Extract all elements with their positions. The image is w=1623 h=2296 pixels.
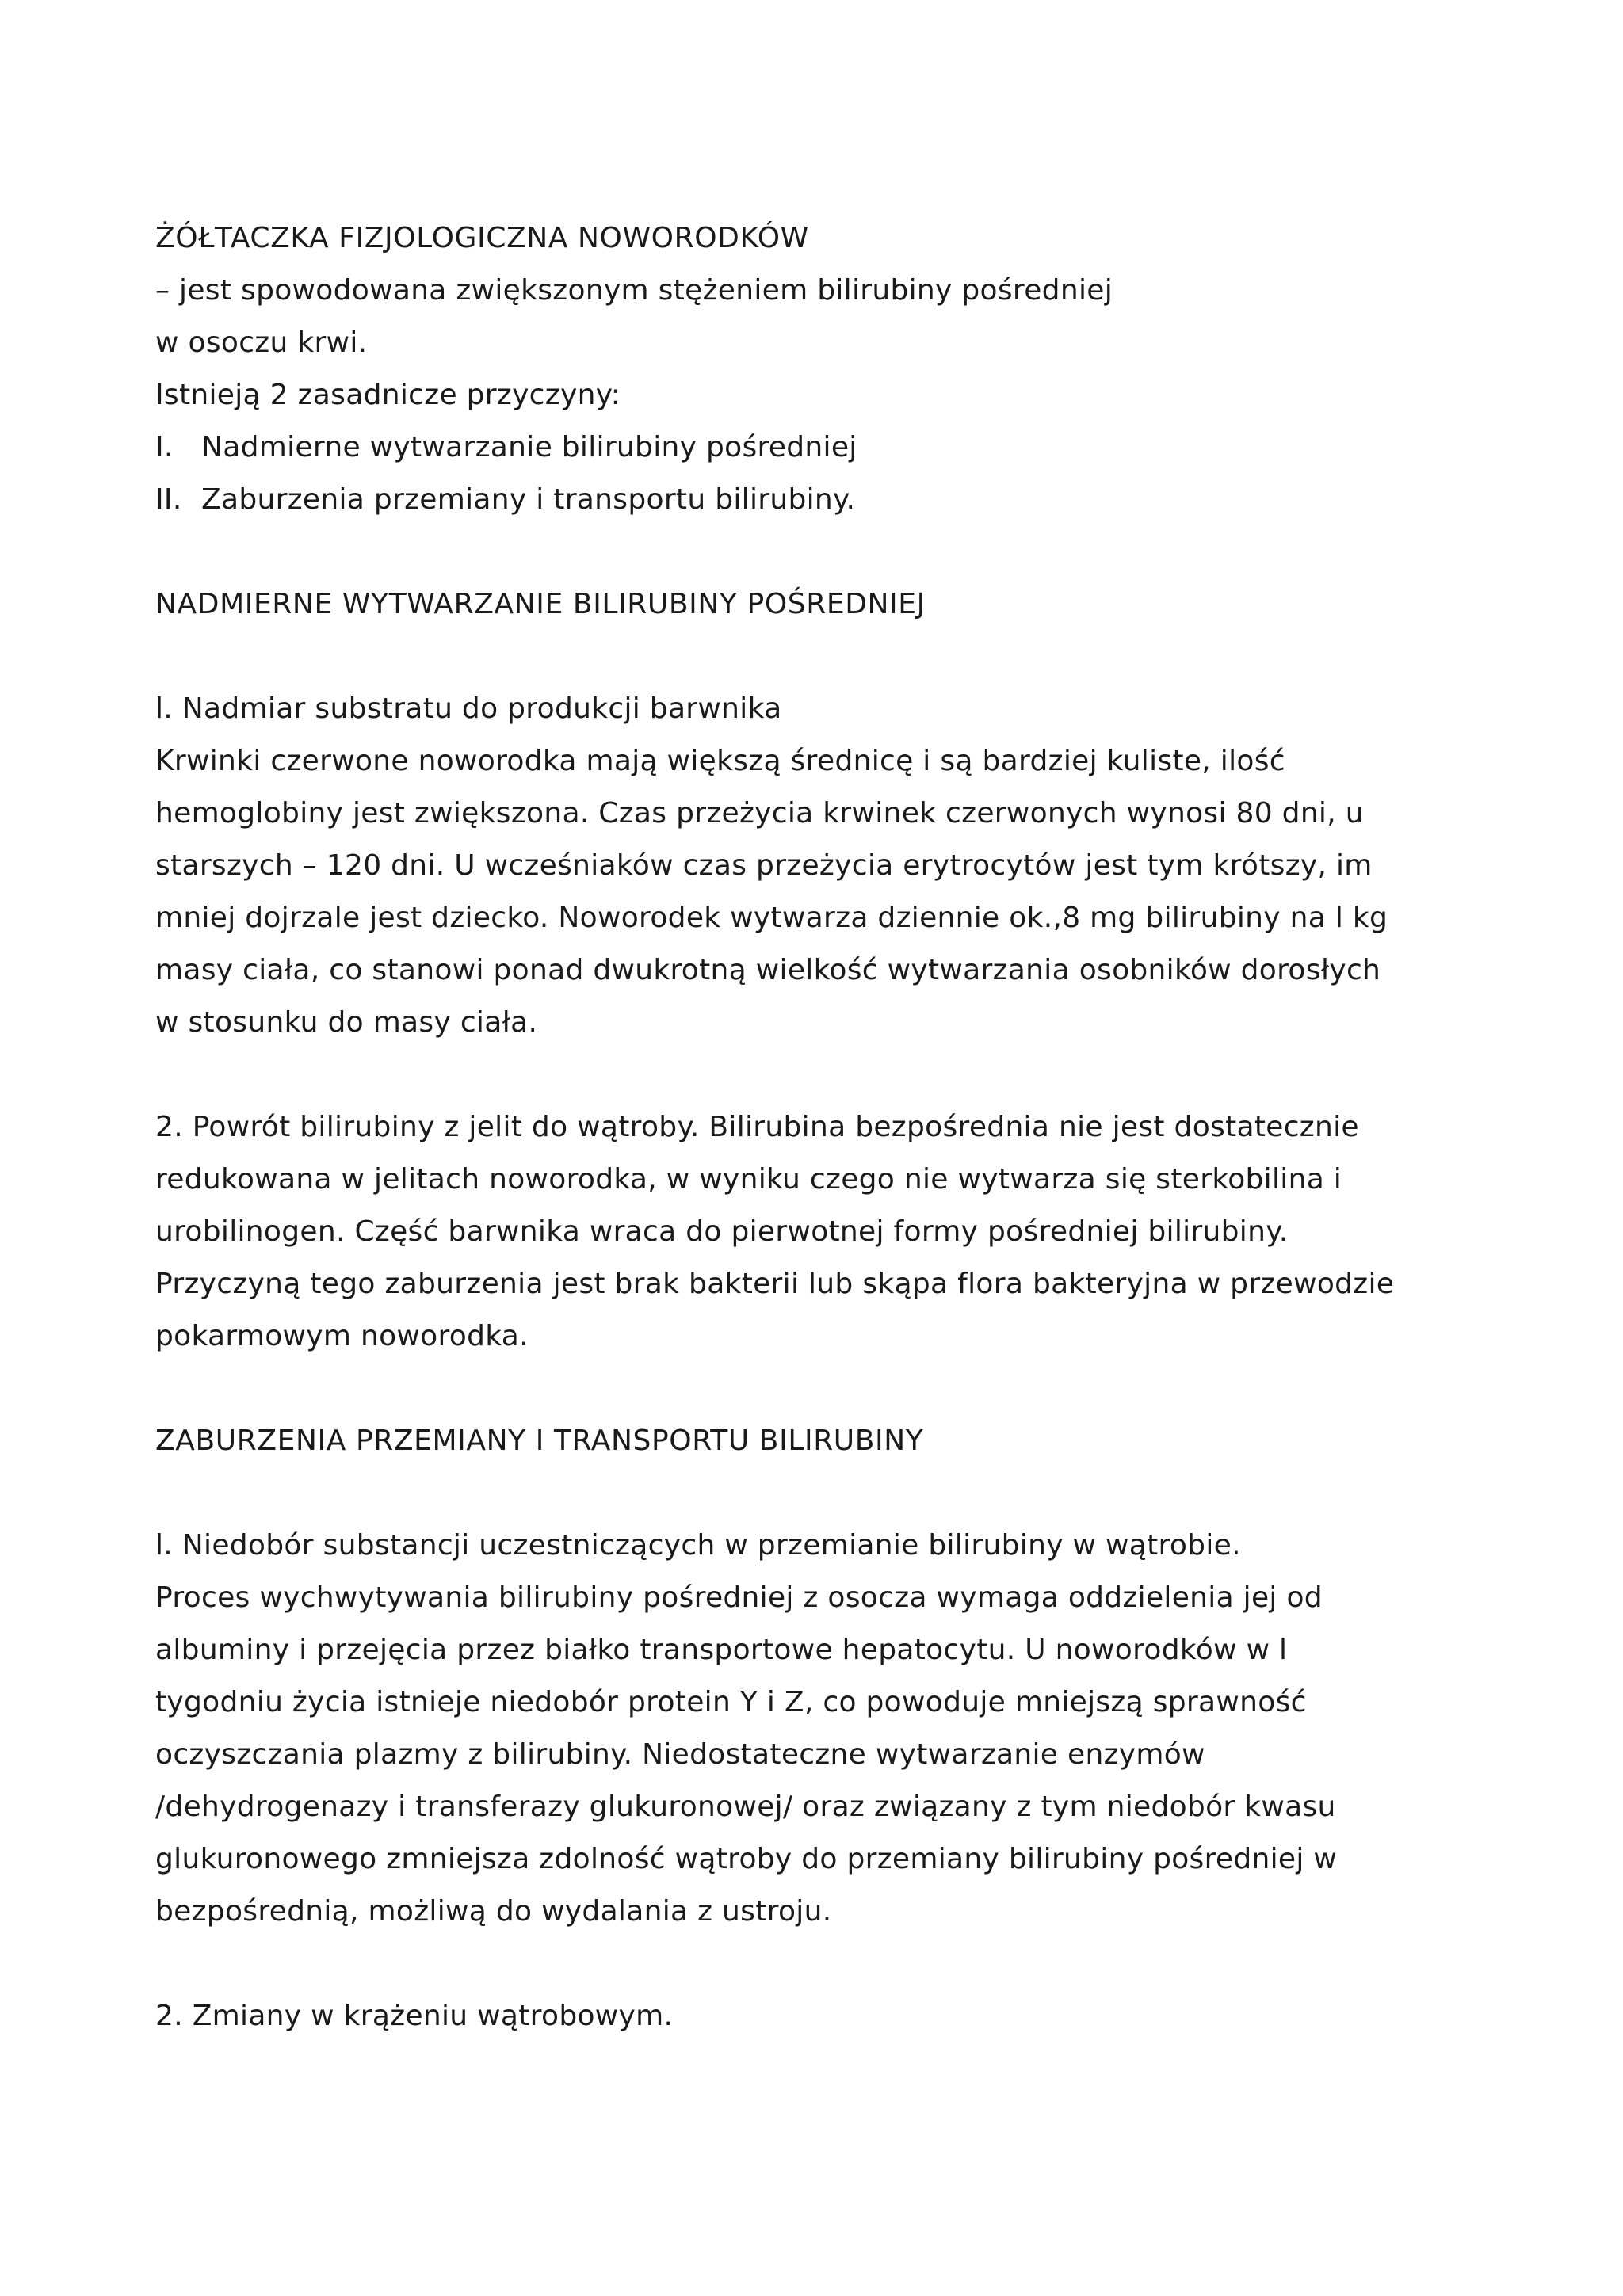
spacer (155, 1363, 1487, 1415)
section1-intro (155, 265, 1487, 421)
causes-list (155, 421, 1487, 526)
text-line: 2. Powrót bilirubiny z jelit do wątroby. Bilirubina bezpośrednia nie jest dostatecznie (155, 1111, 1359, 1143)
document-body (155, 212, 1487, 2042)
paragraph-substrate-excess (155, 683, 1487, 1049)
section-title-overproduction: NADMIERNE WYTWARZANIE BILIRUBINY POŚREDNIEJ (155, 588, 926, 620)
list-item (155, 421, 1487, 474)
text-line: 2. Zmiany w krążeniu wątrobowym. (155, 2000, 674, 2032)
section-title-metabolism-disorders: ZABURZENIA PRZEMIANY I TRANSPORTU BILIRUBINY (155, 1425, 924, 1457)
text-line: Krwinki czerwone noworodka mają większą średnicę i są bardziej kuliste, ilość (155, 745, 1285, 777)
text-line: albuminy i przejęcia przez białko transportowe hepatocytu. U noworodków w l (155, 1634, 1288, 1666)
paragraph-bilirubin-return (155, 1101, 1487, 1363)
list-marker: I. (155, 431, 174, 463)
text-line: bezpośrednią, możliwą do wydalania z ustroju. (155, 1895, 832, 1928)
spacer (155, 1049, 1487, 1101)
text-line: hemoglobiny jest zwiększona. Czas przeżycia krwinek czerwonych wynosi 80 dni, u (155, 797, 1364, 830)
text-line: oczyszczania plazmy z bilirubiny. Niedostateczne wytwarzanie enzymów (155, 1738, 1205, 1771)
text-line: tygodniu życia istnieje niedobór protein Y i Z, co powoduje mniejszą sprawność (155, 1686, 1307, 1718)
text-line: w stosunku do masy ciała. (155, 1006, 538, 1039)
list-item-text: Zaburzenia przemiany i transportu bilirubiny. (201, 483, 856, 516)
text-line: starszych – 120 dni. U wcześniaków czas przeżycia erytrocytów jest tym krótszy, im (155, 849, 1373, 882)
text-line: masy ciała, co stanowi ponad dwukrotną wielkość wytwarzania osobników dorosłych (155, 954, 1381, 986)
text-line: Istnieją 2 zasadnicze przyczyny: (155, 379, 621, 411)
text-line: urobilinogen. Część barwnika wraca do pierwotnej formy pośredniej bilirubiny. (155, 1215, 1289, 1248)
text-line: l. Niedobór substancji uczestniczących w przemianie bilirubiny w wątrobie. (155, 1529, 1241, 1562)
text-line: pokarmowym noworodka. (155, 1320, 529, 1352)
text-line: mniej dojrzale jest dziecko. Noworodek wytwarza dziennie ok.,8 mg bilirubiny na l kg (155, 902, 1388, 934)
spacer (155, 1467, 1487, 1520)
text-line: – jest spowodowana zwiększonym stężeniem bilirubiny pośredniej (155, 274, 1113, 307)
paragraph-substance-deficiency (155, 1520, 1487, 1938)
list-marker: II. (155, 483, 182, 516)
paragraph-hepatic-circulation (155, 1990, 1487, 2042)
section-title-jaundice: ŻÓŁTACZKA FIZJOLOGICZNA NOWORODKÓW (155, 222, 809, 254)
text-line: redukowana w jelitach noworodka, w wyniku czego nie wytwarza się sterkobilina i (155, 1163, 1342, 1196)
spacer (155, 631, 1487, 683)
text-line: Proces wychwytywania bilirubiny pośredniej z osocza wymaga oddzielenia jej od (155, 1581, 1323, 1614)
text-line: l. Nadmiar substratu do produkcji barwnika (155, 692, 782, 725)
spacer (155, 1938, 1487, 1990)
text-line: Przyczyną tego zaburzenia jest brak bakterii lub skąpa flora bakteryjna w przewodzie (155, 1268, 1395, 1300)
list-item-text: Nadmierne wytwarzanie bilirubiny pośredniej (201, 431, 857, 463)
text-line: /dehydrogenazy i transferazy glukuronowej/ oraz związany z tym niedobór kwasu (155, 1791, 1336, 1823)
spacer (155, 526, 1487, 578)
list-item (155, 474, 1487, 526)
text-line: w osoczu krwi. (155, 326, 368, 359)
text-line: glukuronowego zmniejsza zdolność wątroby do przemiany bilirubiny pośredniej w (155, 1843, 1338, 1875)
